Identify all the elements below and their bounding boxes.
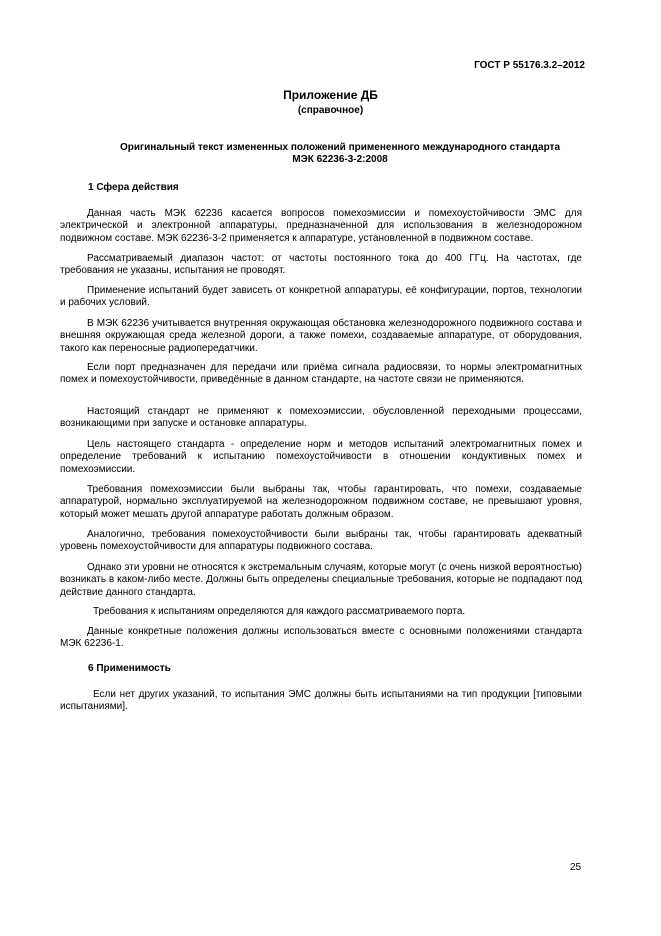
paragraph-test-application: Применение испытаний будет зависеть от конкретной аппаратуры, её конфигурации, портов, технологии и рабочих условий. <box>60 285 582 309</box>
appendix-subtitle: (справочное) <box>297 105 364 116</box>
section-1-heading: 1 Сфера действия <box>88 182 179 193</box>
appendix-title: Приложение ДБ <box>283 88 378 102</box>
paragraph-emission-requirements: Требования помехоэмиссии были выбраны так, чтобы гарантировать, что помехи, создаваемые аппаратурой, нормально эксплуатируемой на железнодорожном подвижном составе, не превышают уровня, который может мешать другой аппаратуре работать должным образом. <box>60 484 582 520</box>
standard-number-header: ГОСТ Р 55176.3.2–2012 <box>474 60 585 71</box>
paragraph-environment: В МЭК 62236 учитывается внутренняя окружающая обстановка железнодорожного подвижного состава и внешняя окружающая среда железной дороги, а также помехи, создаваемые аппаратуре, от оборудования, такого как переносные радиопередатчики. <box>60 318 582 354</box>
paragraph-extreme-cases: Однако эти уровни не относятся к экстремальным случаям, которые могут (с очень низкой вероятностью) возникать в каком-либо месте. Должны быть определены специальные требования, которые не подпадают под действие данного стандарта. <box>60 562 582 598</box>
original-text-heading-line2: МЭК 62236-3-2:2008 <box>292 154 388 165</box>
section-6-heading: 6 Применимость <box>88 663 171 674</box>
paragraph-immunity-requirements: Аналогично, требования помехоустойчивости были выбраны так, чтобы гарантировать адекватный уровень помехоустойчивости для аппаратуры подвижного состава. <box>60 529 582 553</box>
paragraph-port-requirements: Требования к испытаниям определяются для каждого рассматриваемого порта. <box>93 606 466 617</box>
original-text-heading-line1: Оригинальный текст измененных положений примененного международного стандарта <box>119 142 561 153</box>
paragraph-transients: Настоящий стандарт не применяют к помехоэмиссии, обусловленной переходными процессами, возникающими при запуске и остановке аппаратуры. <box>60 406 582 430</box>
paragraph-scope-1: Данная часть МЭК 62236 касается вопросов помехоэмиссии и помехоустойчивости ЭМС для электрической и электронной аппаратуры, предназначенной для использования в железнодорожном подвижном составе. МЭК 62236-3-2 применяется к аппаратуре, установленной в подвижном составе. <box>60 208 582 244</box>
paragraph-specific-provisions: Данные конкретные положения должны использоваться вместе с основными положениями стандарта МЭК 62236-1. <box>60 626 582 650</box>
paragraph-frequency-range: Рассматриваемый диапазон частот: от частоты постоянного тока до 400 ГГц. На частотах, где требования не указаны, испытания не проводят. <box>60 253 582 277</box>
paragraph-applicability: Если нет других указаний, то испытания ЭМС должны быть испытаниями на тип продукции [типовыми испытаниями]. <box>60 689 582 713</box>
paragraph-purpose: Цель настоящего стандарта - определение норм и методов испытаний электромагнитных помех и определение требований к испытанию помехоустойчивости в отношении кондуктивных помех и помехоэмиссии. <box>60 439 582 475</box>
page-number: 25 <box>570 862 582 873</box>
paragraph-radio-port: Если порт предназначен для передачи или приёма сигнала радиосвязи, то нормы электромагнитных помех и помехоустойчивости, приведённые в данном стандарте, на частоте связи не применяются. <box>60 362 582 386</box>
appendix-title-block <box>0 88 661 117</box>
original-text-heading <box>60 142 620 166</box>
